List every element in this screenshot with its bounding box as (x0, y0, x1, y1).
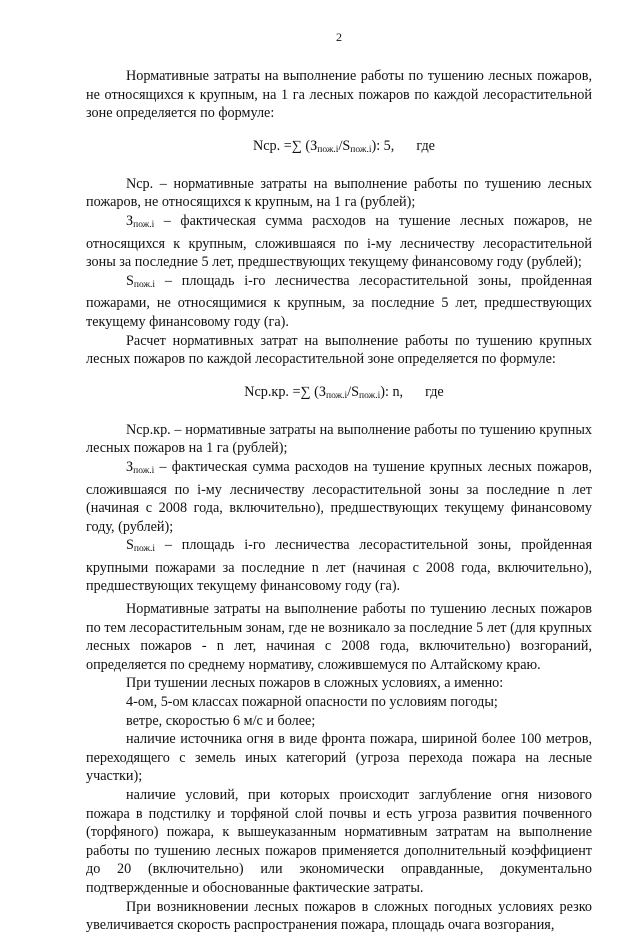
formula-1-rhs: ): 5, (371, 137, 395, 154)
formula-1 (86, 137, 592, 159)
def-2-z-symbol: З (126, 458, 134, 475)
definition-n-large: Nср.кр. – нормативные затраты на выполнение работы по тушению крупных лесных пожаров на 1 га (рублей); (86, 421, 592, 457)
def-1-s-text: – площадь i-го лесничества лесорастительной зоны, пройденная пожарами, не относящимися к крупным, за последние 5 лет, предшествующих текущему финансовому году (га). (86, 272, 592, 330)
def-2-s-sub: пож.i (133, 544, 156, 555)
paragraph-average-norm: Нормативные затраты на выполнение работы по тушению лесных пожаров по тем лесорастительным зонам, где не возникало за последние 5 лет (для крупных лесных пожаров - n лет, начиная с 2008 года, включительно) возгораний, определяется по среднему нормативу, сложившемуся по Алтайскому краю. (86, 601, 592, 673)
intro-paragraph-1: Нормативные затраты на выполнение работы по тушению лесных пожаров, не относящихся к крупным, на 1 га лесных пожаров по каждой лесорастительной зоне определяется по формуле: (86, 68, 592, 122)
def-2-s-symbol: S (126, 537, 134, 554)
def-1-s-sub: пож.i (133, 279, 156, 290)
formula-1-mid: /S (338, 137, 351, 154)
def-1-s-symbol: S (126, 272, 134, 289)
formula-2-rhs: ): n, (380, 383, 404, 400)
definition-z-avg (86, 212, 592, 272)
formula-2-sub-b: пож.i (359, 390, 381, 401)
definition-s-large (86, 536, 592, 596)
formula-1-lhs: Nср. =∑ (З (253, 137, 318, 154)
formula-1-sub-b: пож.i (350, 144, 372, 155)
paragraph-weather-conditions: При возникновении лесных пожаров в сложных погодных условиях резко увеличивается скорость распространения пожара, площадь очага возгорания, (86, 898, 592, 934)
def-2-s-text: – площадь i-го лесничества лесорастительной зоны, пройденная крупными пожарами за последние n лет (начиная с 2008 года, включительно), предшествующих текущему финансовому году (га). (86, 537, 592, 595)
formula-2 (86, 383, 592, 405)
definition-z-large (86, 458, 592, 536)
intro-paragraph-2: Расчет нормативных затрат на выполнение работы по тушению крупных лесных пожаров по каждой лесорастительной зоне определяется по формуле: (86, 332, 592, 368)
condition-wind-speed: ветре, скоростью 6 м/с и более; (126, 712, 316, 729)
formula-1-where: где (416, 137, 435, 154)
page-number: 2 (336, 30, 342, 44)
definition-n-avg: Nср. – нормативные затраты на выполнение работы по тушению лесных пожаров, не относящихся к крупным, на 1 га (рублей); (86, 175, 592, 211)
def-2-z-text: – фактическая сумма расходов на тушение крупных лесных пожаров, сложившаяся по i-му лесничеству лесорастительной зоны за последние n лет (начиная с 2008 года, включительно), предшествующих текущему финансовому году, (рублей); (86, 458, 592, 535)
formula-2-lhs: Nср.кр. =∑ (З (244, 383, 327, 400)
def-1-z-sub: пож.i (133, 219, 155, 230)
formula-1-sub-a: пож.i (317, 144, 339, 155)
condition-peat-fire: наличие условий, при которых происходит заглубление огня низового пожара в подстилку и торфяной слой почвы и есть угроза развития почвенного (торфяного) пожара, к вышеуказанным нормативным затратам на выполнение работы по тушению лесных пожаров применяется дополнительный коэффициент до 20 (включительно) или экономически оправданные, документально подтвержденные и обоснованные фактические затраты. (86, 787, 592, 896)
definition-s-avg (86, 272, 592, 332)
formula-2-mid: /S (347, 383, 360, 400)
def-1-z-symbol: З (126, 212, 134, 229)
formula-2-where: где (425, 383, 444, 400)
condition-fire-danger-class: 4-ом, 5-ом классах пожарной опасности по условиям погоды; (126, 694, 498, 711)
paragraph-difficult-conditions: При тушении лесных пожаров в сложных условиях, а именно: (126, 675, 504, 692)
def-1-z-text: – фактическая сумма расходов на тушение лесных пожаров, не относящихся к крупным, сложившаяся по i-му лесничеству лесорастительной зоны за последние 5 лет, предшествующих текущему финансовому году (рублей); (86, 212, 592, 271)
def-2-z-sub: пож.i (133, 465, 155, 476)
condition-fire-front: наличие источника огня в виде фронта пожара, шириной более 100 метров, переходящего с земель иных категорий (угроза перехода пожара на лесные участки); (86, 731, 592, 785)
formula-2-sub-a: пож.i (326, 390, 348, 401)
